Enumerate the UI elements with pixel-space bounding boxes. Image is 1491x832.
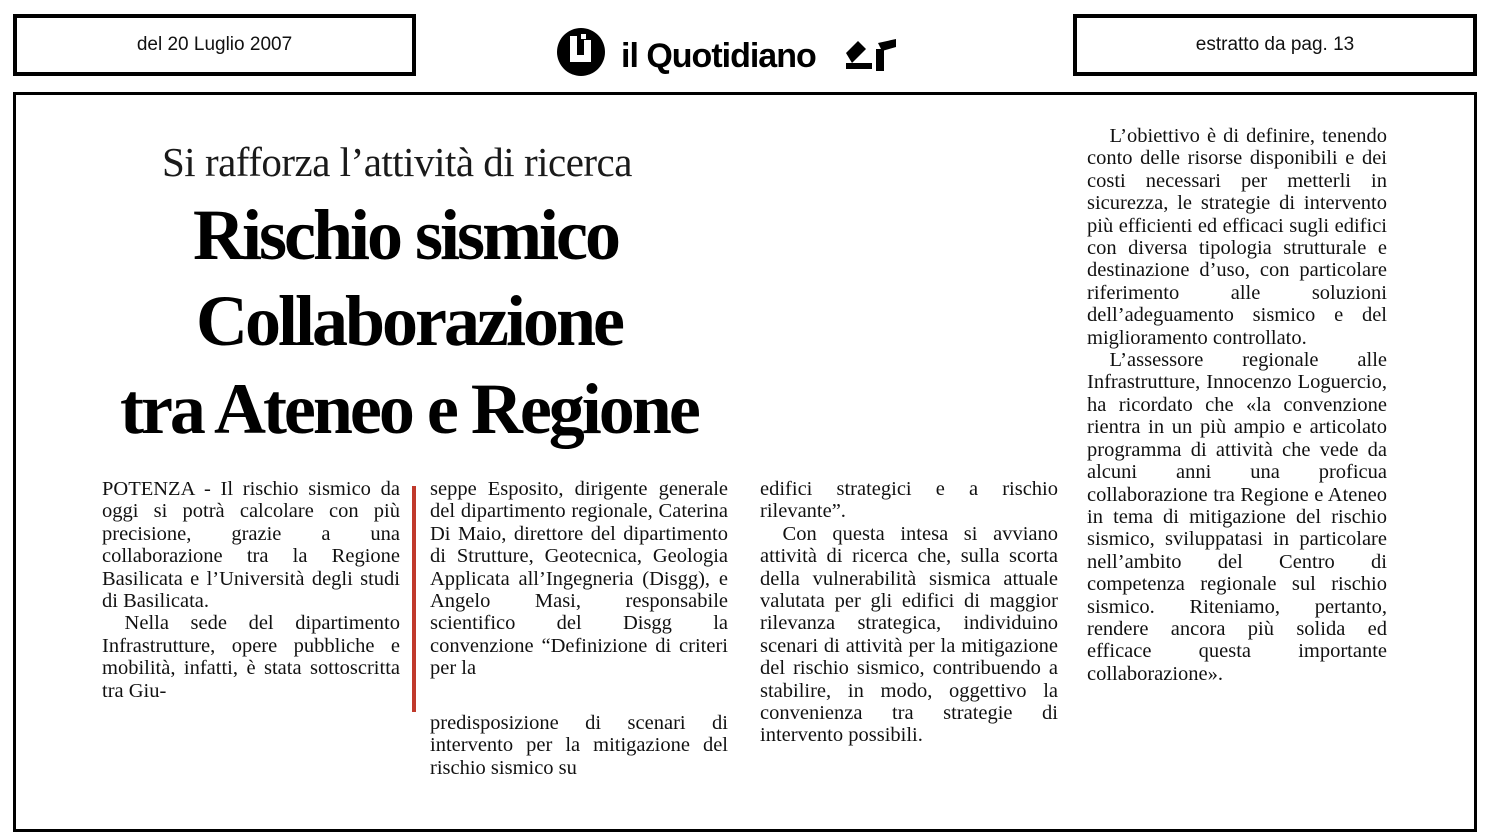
page-reference-box <box>1073 14 1477 76</box>
masthead-decoration-icon <box>842 35 900 75</box>
headline-line-3: tra Ateneo e Regione <box>120 369 698 449</box>
masthead-title: il Quotidiano <box>621 36 816 75</box>
paragraph: L’assessore regionale alle Infrastrutture, Innocenzo Loguercio, ha ricordato che «la convenzione rientra in un più ampio e articolato programma di attività che vede da alcuni anni una proficua collaborazione tra Regione e Ateneo in tema di mitigazione del rischio sismico, sviluppatasi in particolare nell’ambito del Centro di competenza regionale sul rischio sismico. Riteniamo, pertanto, rendere ancora più solida ed efficace questa importante collaborazione». <box>1087 349 1387 685</box>
article-column-2-bottom <box>430 712 728 779</box>
publication-date: del 20 Luglio 2007 <box>136 34 293 55</box>
paragraph: edifici strategici e a rischio rilevante”. <box>760 478 1058 523</box>
paragraph: POTENZA - Il rischio sismico da oggi si potrà calcolare con più precisione, grazie a una collaborazione tra la Regione Basilicata e l’Università degli studi di Basilicata. <box>102 478 400 613</box>
date-box <box>13 14 416 76</box>
paragraph: Nella sede del dipartimento Infrastrutture, opere pubbliche e mobilità, infatti, è stata sottoscritta tra Giu- <box>102 612 400 702</box>
article-column-1 <box>102 478 400 702</box>
paragraph: Con questa intesa si avviano attività di ricerca che, sulla scorta della vulnerabilità sismica attuale valutata per gli edifici di maggior rilevanza strategica, individuino scenari di attività per la mitigazione del rischio sismico, contribuendo a stabilire, in modo, oggettivo la convenienza tra strategie di intervento possibili. <box>760 522 1058 747</box>
article-column-3 <box>760 478 1058 747</box>
newspaper-masthead <box>555 22 945 82</box>
article-column-4 <box>1087 125 1387 685</box>
paragraph: seppe Esposito, dirigente generale del dipartimento regionale, Caterina Di Maio, direttore del dipartimento di Strutture, Geotecnica, Geologia Applicata all’Ingegneria (Disgg), e Angelo Masi, responsabile scientifico del Disgg la convenzione “Definizione di criteri per la <box>430 478 728 680</box>
column-divider-rule <box>412 486 416 712</box>
page-reference: estratto da pag. 13 <box>1195 34 1355 55</box>
paragraph: predisposizione di scenari di intervento per la mitigazione del rischio sismico su <box>430 712 728 779</box>
article-column-2-top <box>430 478 728 680</box>
headline-line-2: Collaborazione <box>196 281 622 361</box>
newspaper-logo-icon <box>555 26 607 78</box>
headline-line-1: Rischio sismico <box>193 195 619 275</box>
article-kicker: Si rafforza l’attività di ricerca <box>162 139 632 185</box>
paragraph: L’obiettivo è di definire, tenendo conto delle risorse disponibili e dei costi necessari per metterli in sicurezza, le strategie di intervento più efficienti ed efficaci sugli edifici con diversa tipologia strutturale e destinazione d’uso, con particolare riferimento alle soluzioni dell’adeguamento sismico e del miglioramento controllato. <box>1087 125 1387 349</box>
